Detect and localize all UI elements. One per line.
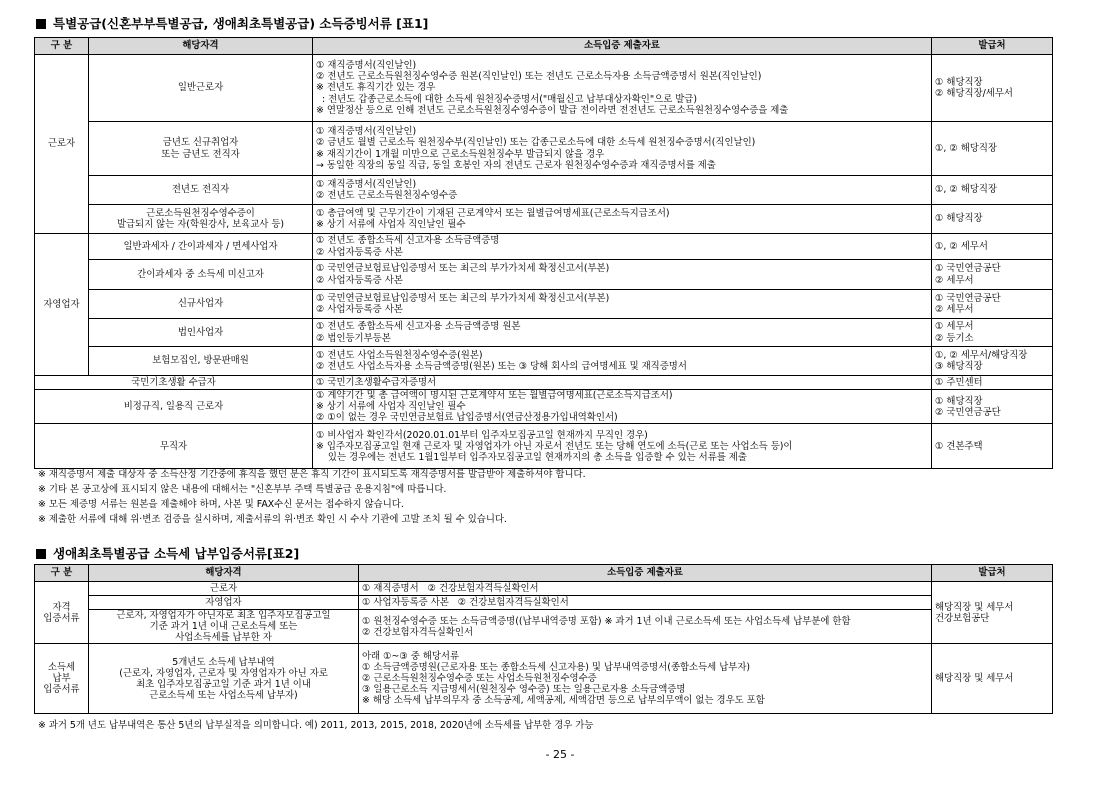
- text-line: 무직자: [159, 440, 188, 452]
- documents-cell: [313, 290, 932, 319]
- documents-cell: [313, 319, 932, 347]
- text-line: (근로자, 자영업자, 근로자 및 자영업자가 아닌 자로: [119, 667, 328, 679]
- note-line: ※ 재직증명서 제출 대상자 중 소득산정 기간중에 휴직을 했던 분은 휴직 기간이 표시되도록 재직증명서를 발급받아 제출하셔야 합니다.: [38, 469, 586, 480]
- issuer-cell: [932, 290, 1053, 319]
- text-line: 금년도 신규취업자: [162, 137, 239, 149]
- text-line: 근로자: [209, 582, 238, 594]
- text-line: ① 전년도 종합소득세 신고자용 소득금액증명 원본: [316, 321, 521, 333]
- text-line: 해당직장 및 세무서: [935, 673, 1014, 685]
- text-line: 자격: [52, 601, 71, 613]
- text-line: 5개년도 소득세 납부내역: [172, 656, 275, 668]
- text-line: ② 근로소득원천징수영수증 또는 사업소득원천징수영수증: [362, 673, 597, 685]
- text-line: ① 재직증명서(직인날인): [316, 60, 417, 72]
- table2-title: 생애최초특별공급 소득세 납부입증서류[표2]: [53, 546, 300, 561]
- text-line: 근로소득세 또는 사업소득세 납부자): [149, 689, 298, 701]
- qualification-cell: [89, 176, 313, 205]
- header-category: 구 분: [35, 38, 89, 55]
- qualification-cell: [89, 290, 313, 319]
- text-line: ② 전년도 근로소득원천징수영수증 원본(직인날인) 또는 전년도 근로소득자용 소득금액증명서 원본(직인날인): [316, 71, 762, 83]
- text-line: → 동일한 직장의 동일 직급, 동일 호봉인 자의 전년도 근로자 원천징수영수증과 재직증명서를 제출: [316, 159, 716, 171]
- documents-cell: [359, 582, 932, 596]
- text-line: ② 등기소: [935, 332, 974, 344]
- text-line: ① 주민센터: [935, 376, 983, 388]
- documents-cell: [359, 596, 932, 610]
- text-line: 법인사업자: [177, 326, 224, 338]
- text-line: ① 재직증명서(직인날인): [316, 126, 417, 138]
- header-qualification: 해당자격: [89, 565, 359, 582]
- issuer-cell: [932, 424, 1053, 469]
- qualification-cell: [89, 582, 359, 596]
- table-row: [35, 319, 1053, 347]
- note-line: ※ 모든 제증명 서류는 원본을 제출해야 하며, 사본 및 FAX수신 문서는 접수하지 않습니다.: [38, 499, 404, 510]
- text-line: ※ 해당 소득세 납부의무자 중 소득공제, 세액공제, 세액감면 등으로 납부의무액이 없는 경우도 포함: [362, 695, 765, 707]
- category-cell: [35, 582, 89, 644]
- qualification-cell: [89, 610, 359, 644]
- text-line: ② 사업자등록증 사본: [316, 304, 403, 315]
- issuer-cell: [932, 582, 1053, 644]
- category-cell: 근로자: [35, 55, 89, 234]
- text-line: 건강보험공단: [935, 612, 990, 624]
- category-cell: [35, 644, 89, 714]
- text-line: 있는 경우에는 전년도 1월1일부터 입주자모집공고일 현재까지의 총 소득을 입증할 수 있는 서류를 제출: [316, 451, 747, 463]
- table-row: [35, 596, 1053, 610]
- issuer-cell: [932, 319, 1053, 347]
- text-line: ① 국민연금보험료납입증명서 또는 최근의 부가가치세 확정신고서(부본): [316, 292, 610, 304]
- text-line: ① 비사업자 확인각서(2020.01.01부터 입주자모집공고일 현재까지 무직인 경우): [316, 429, 648, 441]
- issuer-cell: [932, 347, 1053, 376]
- table-row: [35, 582, 1053, 596]
- text-line: ※ 상기 서류에 사업자 직인날인 필수: [316, 401, 466, 413]
- documents-cell: [313, 390, 932, 424]
- text-line: ① 전년도 사업소득원천징수영수증(원본): [316, 349, 483, 361]
- table-row: [35, 234, 1053, 260]
- header-documents: 소득입증 제출자료: [313, 38, 932, 55]
- qualification-cell: [89, 55, 313, 122]
- qualification-cell: [89, 122, 313, 176]
- text-line: ① 원천징수영수증 또는 소득금액증명((납부내역증명 포함) ※ 과거 1년 이내 근로소득세 또는 사업소득세 납부분에 한함: [362, 615, 851, 627]
- qualification-cell: [89, 260, 313, 290]
- table1-heading: [36, 14, 428, 32]
- issuer-cell: [932, 234, 1053, 260]
- header-issuer: 발급처: [932, 38, 1053, 55]
- text-line: ① 해당직장: [935, 76, 983, 88]
- issuer-cell: [932, 55, 1053, 122]
- text-line: 신규사업자: [177, 298, 224, 310]
- text-line: ①, ② 세무서/해당직장: [935, 349, 1028, 361]
- text-line: ① 총급여액 및 근무기간이 기재된 근로계약서 또는 월별급여명세표(근로소득지급조서): [316, 207, 670, 219]
- text-line: 기준 과거 1년 이내 근로소득세 또는: [149, 621, 298, 633]
- text-line: ① 전년도 종합소득세 신고자용 소득금액증명: [316, 235, 500, 247]
- table-row: [35, 122, 1053, 176]
- documents-cell: [313, 260, 932, 290]
- table2-footnote: ※ 과거 5개 년도 납부내역은 통산 5년의 납부실적을 의미합니다. 예) 2011, 2013, 2015, 2018, 2020년에 소득세를 납부한 경우 가능: [38, 720, 594, 731]
- text-line: 아래 ①~③ 중 해당서류: [362, 651, 459, 663]
- table1-title: 특별공급(신혼부부특별공급, 생애최초특별공급) 소득증빙서류 [표1]: [53, 16, 429, 31]
- text-line: ① 재직증명서(직인날인): [316, 178, 417, 190]
- text-line: 최초 입주자모집공고일 기준 과거 1년 이내: [136, 678, 311, 690]
- text-line: 국민기초생활 수급자: [131, 376, 216, 388]
- square-bullet-icon: [36, 19, 46, 29]
- qualification-cell: [89, 234, 313, 260]
- qualification-cell: [89, 596, 359, 610]
- text-line: ①, ② 세무서: [935, 240, 988, 252]
- page-number: - 25 -: [545, 748, 575, 761]
- text-line: ① 세무서: [935, 321, 974, 333]
- documents-cell: [313, 55, 932, 122]
- text-line: ② 국민연금공단: [935, 406, 1001, 418]
- text-line: ※ 재직기간이 1개월 미만으로 근로소득원천징수부 발급되지 않을 경우: [316, 148, 605, 160]
- documents-cell: [313, 347, 932, 376]
- text-line: 사업소득세를 납부한 자: [175, 632, 272, 644]
- text-line: ② ①이 없는 경우 국민연금보험료 납입증명서(연금산정용가입내역확인서): [316, 412, 618, 424]
- text-line: ① 견본주택: [935, 440, 983, 452]
- text-line: ② 전년도 근로소득원천징수영수증: [316, 190, 458, 201]
- text-line: ① 국민연금보험료납입증명서 또는 최근의 부가가치세 확정신고서(부본): [316, 263, 610, 275]
- table-row: [35, 176, 1053, 205]
- documents-cell: [313, 424, 932, 469]
- header-qualification: 해당자격: [89, 38, 313, 55]
- text-line: ① 계약기간 및 총 급여액이 명시된 근로계약서 또는 월별급여명세표(근로소득지급조서): [316, 390, 673, 401]
- table-row: [35, 390, 1053, 424]
- documents-cell: [359, 644, 932, 714]
- table2-heading: [36, 544, 299, 562]
- text-line: 입증서류: [43, 612, 80, 624]
- documents-cell: [313, 176, 932, 205]
- text-line: 근로자, 자영업자가 아닌자로 최초 입주자모집공고일: [116, 610, 331, 621]
- issuer-cell: [932, 260, 1053, 290]
- qualification-cell: [35, 424, 313, 469]
- text-line: ② 해당직장/세무서: [935, 88, 1013, 99]
- text-line: 소득세: [47, 662, 76, 674]
- documents-cell: [313, 376, 932, 390]
- issuer-cell: [932, 122, 1053, 176]
- note-line: ※ 제출한 서류에 대해 위·변조 검증을 실시하며, 제출서류의 위·변조 확인 시 수사 기관에 고발 조치 될 수 있습니다.: [38, 514, 507, 525]
- table-row: [35, 347, 1053, 376]
- text-line: ① 소득금액증명원(근로자용 또는 종합소득세 신고자용) 및 납부내역증명서(종합소득세 납부자): [362, 662, 751, 674]
- table-row: [35, 55, 1053, 122]
- text-line: ① 국민기초생활수급자증명서: [316, 376, 437, 388]
- text-line: ①, ② 해당직장: [935, 142, 997, 154]
- issuer-cell: [932, 176, 1053, 205]
- text-line: ※ 상기 서류에 사업자 직인날인 필수: [316, 219, 466, 230]
- issuer-cell: [932, 390, 1053, 424]
- text-line: 납부: [52, 673, 71, 685]
- text-line: ② 법인등기부등본: [316, 332, 391, 344]
- issuer-cell: [932, 205, 1053, 234]
- header-category: 구 분: [35, 565, 89, 582]
- table-row: [35, 610, 1053, 644]
- text-line: ※ 전년도 휴직기간 있는 경우: [316, 82, 436, 94]
- text-line: 간이과세자 중 소득세 미신고자: [137, 268, 264, 280]
- qualification-cell: [89, 319, 313, 347]
- text-line: ② 전년도 사업소득자용 소득금액증명(원본) 또는 ③ 당해 회사의 급여명세표 및 재직증명서: [316, 361, 687, 372]
- header-documents: 소득입증 제출자료: [359, 565, 932, 582]
- text-line: ② 사업자등록증 사본: [316, 246, 403, 258]
- text-line: 발급되지 않는 자(학원강사, 보육교사 등): [116, 219, 285, 230]
- table-row: [35, 644, 1053, 714]
- text-line: 전년도 전직자: [171, 184, 230, 196]
- issuer-cell: [932, 376, 1053, 390]
- text-line: 비정규직, 일용직 근로자: [123, 401, 224, 413]
- text-line: ③ 해당직장: [935, 361, 983, 372]
- note-line: ※ 기타 본 공고상에 표시되지 않은 내용에 대해서는 "신혼부부 주택 특별공급 운용지침"에 따릅니다.: [38, 484, 447, 495]
- text-line: ② 세무서: [935, 304, 974, 315]
- text-line: 보험모집인, 방문판매원: [152, 355, 249, 367]
- text-line: 근로소득원천징수영수증이: [146, 207, 255, 219]
- text-line: 입증서류: [43, 684, 80, 696]
- text-line: 일반과세자 / 간이과세자 / 면세사업자: [123, 240, 278, 252]
- text-line: ② 사업자등록증 사본: [316, 274, 403, 286]
- text-line: 일반근로자: [177, 82, 224, 94]
- text-line: ① 해당직장: [935, 395, 983, 407]
- text-line: ① 해당직장: [935, 213, 983, 225]
- text-line: ① 국민연금공단: [935, 263, 1001, 275]
- documents-cell: [313, 205, 932, 234]
- text-line: ※ 연말정산 등으로 인해 전년도 근로소득원천징수영수증이 발급 전이라면 전전년도 근로소득원천징수영수증을 제출: [316, 104, 789, 116]
- text-line: 자영업자: [205, 596, 242, 608]
- text-line: ① 사업자등록증 사본 ② 건강보험자격득실확인서: [362, 596, 569, 608]
- documents-cell: [313, 122, 932, 176]
- table-row: [35, 260, 1053, 290]
- notes-section: [38, 467, 586, 527]
- text-line: 해당직장 및 세무서: [935, 601, 1014, 613]
- square-bullet-icon: [36, 549, 46, 559]
- documents-cell: [313, 234, 932, 260]
- text-line: ② 세무서: [935, 274, 974, 286]
- text-line: ② 금년도 월별 근로소득 원천징수부(직인날인) 또는 갑종근로소득에 대한 소득세 원천징수증명서(직인날인): [316, 137, 756, 149]
- qualification-cell: [89, 644, 359, 714]
- table-row: [35, 290, 1053, 319]
- issuer-cell: [932, 644, 1053, 714]
- tax-payment-table: [34, 564, 1053, 714]
- documents-cell: [359, 610, 932, 644]
- qualification-cell: [35, 390, 313, 424]
- text-line: ① 재직증명서 ② 건강보험자격득실확인서: [362, 582, 539, 594]
- qualification-cell: [89, 205, 313, 234]
- text-line: ③ 일용근로소득 지급명세서(원천징수 영수증) 또는 일용근로자용 소득금액증명: [362, 684, 686, 696]
- income-proof-table: [34, 37, 1053, 469]
- table-row: [35, 205, 1053, 234]
- text-line: : 전년도 갑종근로소득에 대한 소득세 원천징수증명서("매월신고 납부대상자확인"으로 발급): [316, 93, 698, 105]
- text-line: ※ 입주자모집공고일 현재 근로자 및 자영업자가 아닌 자로서 전년도 또는 당해 연도에 소득(근로 또는 사업소득 등)이: [316, 440, 793, 452]
- text-line: ① 국민연금공단: [935, 292, 1001, 304]
- qualification-cell: [89, 347, 313, 376]
- category-cell: 자영업자: [35, 234, 89, 376]
- text-line: 또는 금년도 전직자: [161, 148, 240, 160]
- qualification-cell: [35, 376, 313, 390]
- table-row: [35, 376, 1053, 390]
- text-line: ② 건강보험자격득실확인서: [362, 626, 474, 638]
- header-issuer: 발급처: [932, 565, 1053, 582]
- text-line: ①, ② 해당직장: [935, 184, 997, 196]
- table-row: [35, 424, 1053, 469]
